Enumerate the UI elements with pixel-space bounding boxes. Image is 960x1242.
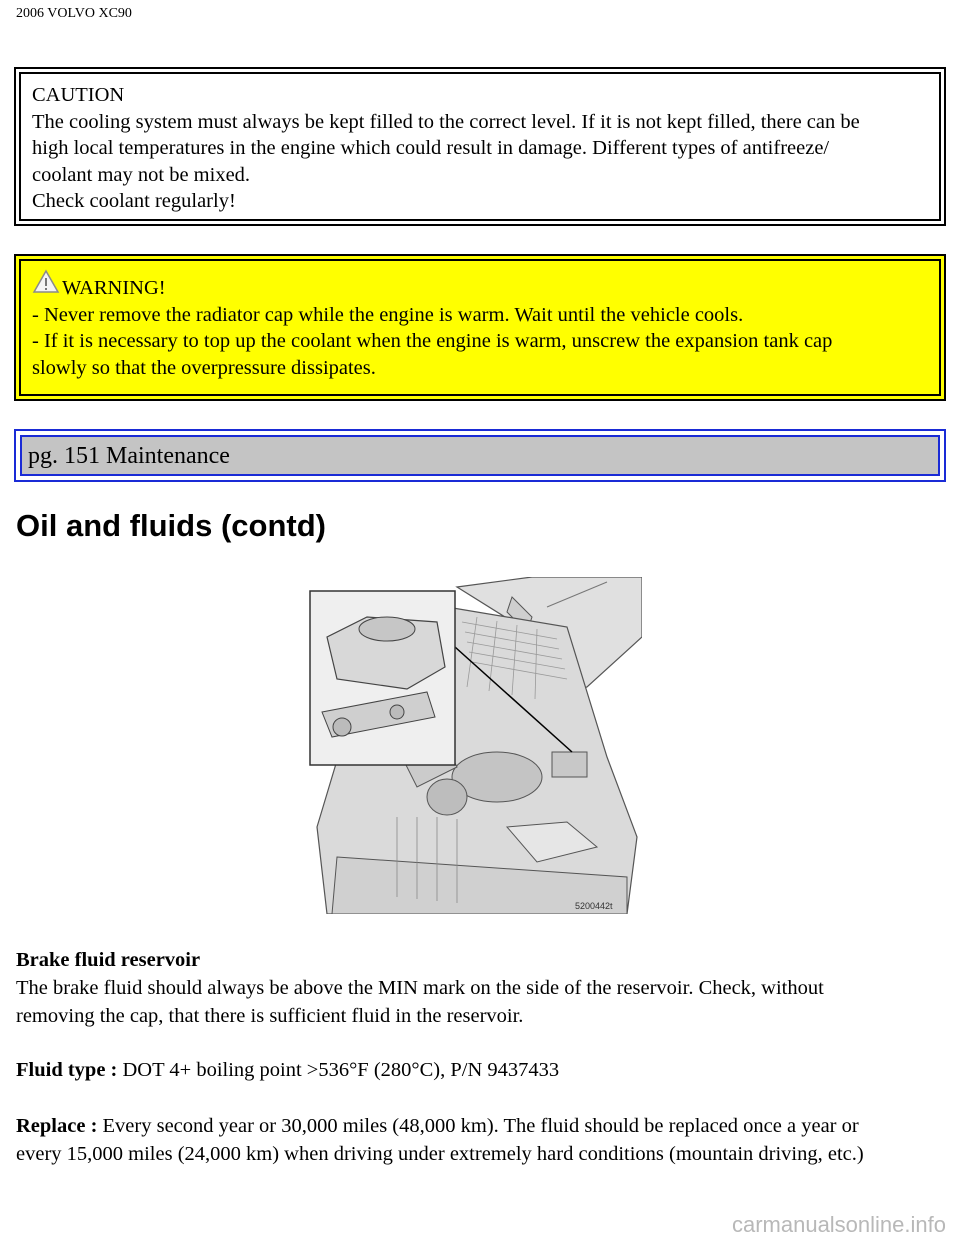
fluid-type-value: DOT 4+ boiling point >536°F (280°C), P/N 9437433 xyxy=(117,1059,560,1081)
figure-code: 5200442t xyxy=(575,901,613,911)
replace-label: Replace : xyxy=(16,1115,98,1137)
warning-box xyxy=(14,254,946,401)
warning-title: WARNING! xyxy=(62,277,166,299)
replace-line: Every second year or 30,000 miles (48,000 km). The fluid should be replaced once a year or xyxy=(97,1115,859,1137)
brake-reservoir-illustration xyxy=(307,577,642,914)
document-header: 2006 VOLVO XC90 xyxy=(16,6,132,21)
warning-line: - Never remove the radiator cap while the engine is warm. Wait until the vehicle cools. xyxy=(32,303,744,326)
warning-title-row xyxy=(32,275,929,302)
brake-line: The brake fluid should always be above the MIN mark on the side of the reservoir. Check, without xyxy=(16,977,824,999)
caution-line: Check coolant regularly! xyxy=(32,190,236,212)
caution-inner xyxy=(19,72,941,221)
page-bar xyxy=(14,429,946,482)
replace-paragraph xyxy=(16,1112,946,1168)
caution-box xyxy=(14,67,946,226)
replace-line: every 15,000 miles (24,000 km) when driving under extremely hard conditions (mountain driving, etc.) xyxy=(16,1143,864,1165)
brake-heading: Brake fluid reservoir xyxy=(16,949,201,971)
section-title: Oil and fluids (contd) xyxy=(16,508,326,543)
warning-inner xyxy=(19,259,941,396)
brake-line: removing the cap, that there is sufficient fluid in the reservoir. xyxy=(16,1005,524,1027)
caution-line: high local temperatures in the engine which could result in damage. Different types of antifreeze/ xyxy=(32,137,830,159)
warning-triangle-icon xyxy=(32,269,60,294)
fluid-type-label: Fluid type : xyxy=(16,1059,118,1081)
caution-title: CAUTION xyxy=(32,84,125,106)
caution-line: The cooling system must always be kept filled to the correct level. If it is not kept filled, there can be xyxy=(32,110,860,133)
page-bar-label: pg. 151 Maintenance xyxy=(20,435,940,476)
brake-section xyxy=(16,946,946,1030)
fluid-type-paragraph xyxy=(16,1056,946,1084)
engine-bay-drawing xyxy=(307,577,642,914)
warning-line: - If it is necessary to top up the coolant when the engine is warm, unscrew the expansion tank cap xyxy=(32,330,833,352)
warning-line: slowly so that the overpressure dissipates. xyxy=(32,356,376,379)
caution-line: coolant may not be mixed. xyxy=(32,163,251,186)
watermark: carmanualsonline.info xyxy=(731,1212,946,1237)
